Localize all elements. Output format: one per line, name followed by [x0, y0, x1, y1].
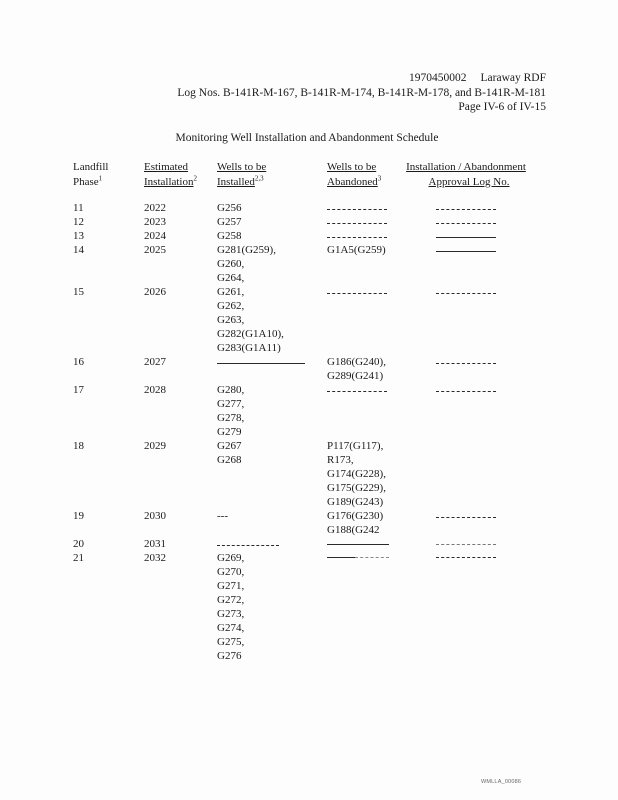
row-15-approval-dash — [436, 293, 496, 294]
row-21-abandoned-dash-a — [327, 557, 355, 558]
row-16-phase: 16 — [73, 356, 84, 368]
row-20-phase: 20 — [73, 538, 84, 550]
row-21-phase: 21 — [73, 552, 84, 564]
row-17-abandoned-dash — [327, 391, 387, 392]
bates-stamp: WMLLA_00086 — [481, 779, 522, 785]
row-11-installed: G256 — [217, 202, 242, 214]
row-21-year: 2032 — [144, 552, 166, 564]
row-12-installed: G257 — [217, 216, 242, 228]
row-21-installed-7: G275, — [217, 636, 245, 648]
doc-number: 1970450002 — [409, 72, 467, 84]
row-18-installed-1: G267 — [217, 440, 242, 452]
row-19-installed-1: --- — [217, 510, 228, 522]
row-18-abandoned-5: G189(G243) — [327, 496, 384, 508]
row-11-approval-dash — [436, 209, 496, 210]
row-19-abandoned-1: G176(G230) — [327, 510, 384, 522]
row-12-approval-dash — [436, 223, 496, 224]
row-19-year: 2030 — [144, 510, 166, 522]
row-17-installed-2: G277, — [217, 398, 245, 410]
log-numbers: Log Nos. B-141R-M-167, B-141R-M-174, B-141R-M-178, and B-141R-M-181 — [177, 86, 546, 99]
row-21-installed-8: G276 — [217, 650, 242, 662]
row-16-installed-dash — [217, 363, 305, 364]
row-17-year: 2028 — [144, 384, 166, 396]
page-number: Page IV-6 of IV-15 — [458, 101, 546, 113]
row-13-approval-dash — [436, 237, 496, 238]
row-18-abandoned-4: G175(G229), — [327, 482, 386, 494]
row-19-phase: 19 — [73, 510, 84, 522]
col-header-installation: Estimated Installation$^2$ — [144, 161, 197, 188]
row-21-approval-dash — [436, 557, 496, 558]
row-14-installed-2: G260, — [217, 258, 245, 270]
row-17-approval-dash — [436, 391, 496, 392]
row-13-phase: 13 — [73, 230, 84, 242]
schedule-title: Monitoring Well Installation and Abandonment Schedule — [175, 132, 439, 144]
row-15-phase: 15 — [73, 286, 84, 298]
row-21-installed-6: G274, — [217, 622, 245, 634]
row-16-approval-dash — [436, 363, 496, 364]
row-15-installed-1: G261, — [217, 286, 245, 298]
row-20-approval-dash — [436, 544, 496, 545]
row-12-abandoned-dash — [327, 223, 387, 224]
row-21-installed-3: G271, — [217, 580, 245, 592]
row-17-installed-1: G280, — [217, 384, 245, 396]
row-15-year: 2026 — [144, 286, 166, 298]
row-17-installed-3: G278, — [217, 412, 245, 424]
row-15-installed-2: G262, — [217, 300, 245, 312]
row-14-abandoned-1: G1A5(G259) — [327, 244, 386, 256]
row-20-year: 2031 — [144, 538, 166, 550]
row-20-installed-dash — [217, 545, 279, 546]
row-12-year: 2023 — [144, 216, 166, 228]
row-15-installed-4: G282(G1A10), — [217, 328, 284, 340]
row-18-abandoned-1: P117(G117), — [327, 440, 384, 452]
row-21-installed-5: G273, — [217, 608, 245, 620]
row-14-installed-3: G264, — [217, 272, 245, 284]
row-16-abandoned-1: G186(G240), — [327, 356, 386, 368]
row-13-installed: G258 — [217, 230, 242, 242]
row-16-year: 2027 — [144, 356, 166, 368]
row-19-abandoned-2: G188(G242 — [327, 524, 380, 536]
row-21-abandoned-dash-b — [355, 557, 389, 558]
row-14-installed-1: G281(G259), — [217, 244, 276, 256]
site-name: Laraway RDF — [480, 72, 546, 84]
row-11-year: 2022 — [144, 202, 166, 214]
col-header-installed: Wells to be Installed$^{2,3}$ — [217, 161, 267, 188]
row-15-installed-5: G283(G1A11) — [217, 342, 281, 354]
col-header-abandoned: Wells to be Abandoned$^3$ — [327, 161, 382, 188]
row-18-year: 2029 — [144, 440, 166, 452]
col-header-approval: Installation / Abandonment Approval Log No. — [406, 161, 526, 188]
row-12-phase: 12 — [73, 216, 84, 228]
row-21-installed-1: G269, — [217, 552, 245, 564]
row-21-installed-4: G272, — [217, 594, 245, 606]
row-14-phase: 14 — [73, 244, 84, 256]
row-17-installed-4: G279 — [217, 426, 242, 438]
row-18-phase: 18 — [73, 440, 84, 452]
row-13-year: 2024 — [144, 230, 166, 242]
row-20-abandoned-dash — [327, 544, 389, 545]
row-17-phase: 17 — [73, 384, 84, 396]
row-18-abandoned-3: G174(G228), — [327, 468, 386, 480]
row-19-approval-dash — [436, 517, 496, 518]
header-line-1 — [177, 71, 546, 86]
row-15-abandoned-dash — [327, 293, 387, 294]
row-14-approval-dash — [436, 251, 496, 252]
row-11-phase: 11 — [73, 202, 84, 214]
row-15-installed-3: G263, — [217, 314, 245, 326]
row-11-abandoned-dash — [327, 209, 387, 210]
row-21-installed-2: G270, — [217, 566, 245, 578]
row-16-abandoned-2: G289(G241) — [327, 370, 384, 382]
col-header-phase: Landfill Phase$^1$ — [73, 161, 109, 188]
row-18-installed-2: G268 — [217, 454, 242, 466]
page-header — [177, 71, 546, 115]
row-13-abandoned-dash — [327, 237, 387, 238]
row-18-abandoned-2: R173, — [327, 454, 354, 466]
row-14-year: 2025 — [144, 244, 166, 256]
